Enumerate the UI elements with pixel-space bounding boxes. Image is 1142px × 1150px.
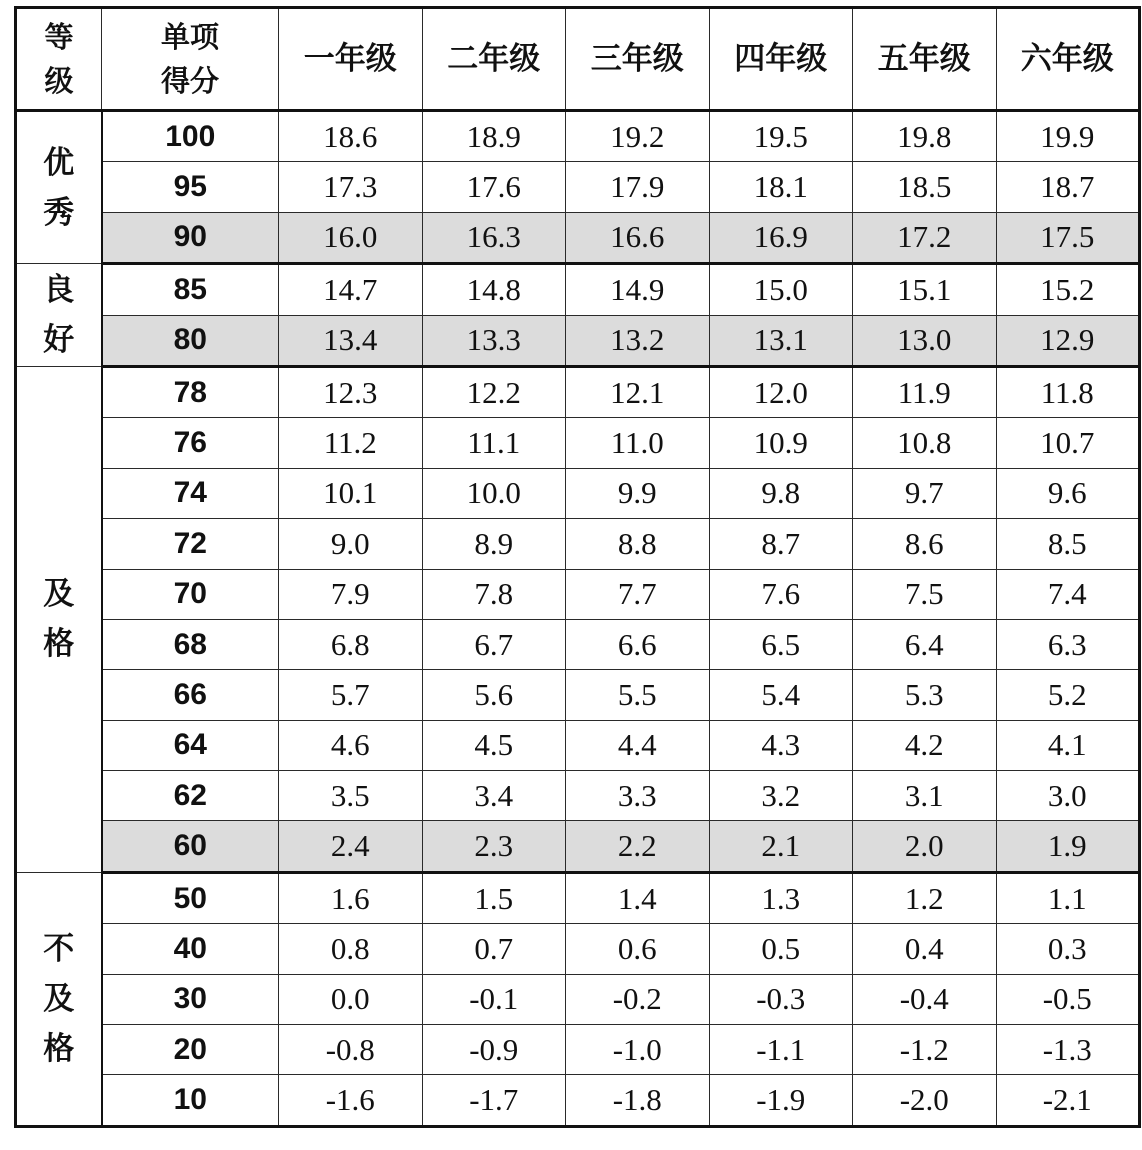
value-cell: -0.8	[279, 1025, 423, 1075]
value-cell: 4.6	[279, 720, 423, 770]
score-cell: 95	[102, 162, 279, 212]
value-cell: 12.2	[422, 366, 566, 417]
grade-label: 不及格	[43, 930, 75, 1067]
value-cell: 0.0	[279, 974, 423, 1024]
value-cell: 11.8	[996, 366, 1140, 417]
value-cell: 5.7	[279, 670, 423, 720]
value-cell: 2.3	[422, 821, 566, 872]
value-cell: 18.7	[996, 162, 1140, 212]
value-cell: 13.2	[566, 315, 710, 366]
score-cell: 90	[102, 212, 279, 263]
value-cell: 1.2	[853, 872, 997, 923]
value-cell: 16.3	[422, 212, 566, 263]
table-row	[16, 771, 1140, 821]
value-cell: 0.4	[853, 924, 997, 974]
table-row	[16, 468, 1140, 518]
value-cell: 5.5	[566, 670, 710, 720]
value-cell: 2.4	[279, 821, 423, 872]
value-cell: 1.4	[566, 872, 710, 923]
value-cell: -1.7	[422, 1075, 566, 1126]
value-cell: 10.7	[996, 418, 1140, 468]
value-cell: 0.6	[566, 924, 710, 974]
table-row	[16, 111, 1140, 162]
value-cell: 0.5	[709, 924, 853, 974]
value-cell: 2.0	[853, 821, 997, 872]
value-cell: 13.0	[853, 315, 997, 366]
value-cell: 4.3	[709, 720, 853, 770]
value-cell: -1.2	[853, 1025, 997, 1075]
value-cell: 3.4	[422, 771, 566, 821]
value-cell: 15.0	[709, 264, 853, 315]
value-cell: 2.2	[566, 821, 710, 872]
value-cell: 17.6	[422, 162, 566, 212]
value-cell: -0.4	[853, 974, 997, 1024]
score-cell: 60	[102, 821, 279, 872]
table-row	[16, 670, 1140, 720]
value-cell: 16.6	[566, 212, 710, 263]
header-grade-6: 六年级	[996, 8, 1140, 111]
value-cell: -1.6	[279, 1075, 423, 1126]
value-cell: 1.6	[279, 872, 423, 923]
header-row	[16, 8, 1140, 111]
value-cell: 1.9	[996, 821, 1140, 872]
value-cell: 4.2	[853, 720, 997, 770]
value-cell: 5.4	[709, 670, 853, 720]
table-body	[16, 111, 1140, 1127]
score-cell: 78	[102, 366, 279, 417]
value-cell: 17.5	[996, 212, 1140, 263]
value-cell: 6.7	[422, 619, 566, 669]
score-cell: 66	[102, 670, 279, 720]
table-row	[16, 1025, 1140, 1075]
score-cell: 72	[102, 519, 279, 569]
value-cell: 17.3	[279, 162, 423, 212]
score-cell: 20	[102, 1025, 279, 1075]
score-cell: 64	[102, 720, 279, 770]
score-cell: 40	[102, 924, 279, 974]
value-cell: 8.5	[996, 519, 1140, 569]
score-cell: 100	[102, 111, 279, 162]
value-cell: 11.0	[566, 418, 710, 468]
value-cell: -0.3	[709, 974, 853, 1024]
value-cell: 8.7	[709, 519, 853, 569]
value-cell: 2.1	[709, 821, 853, 872]
value-cell: -0.9	[422, 1025, 566, 1075]
value-cell: 11.2	[279, 418, 423, 468]
value-cell: 0.7	[422, 924, 566, 974]
value-cell: 8.8	[566, 519, 710, 569]
value-cell: 18.6	[279, 111, 423, 162]
value-cell: 6.6	[566, 619, 710, 669]
value-cell: 13.4	[279, 315, 423, 366]
score-table-container	[14, 6, 1138, 1128]
score-cell: 10	[102, 1075, 279, 1126]
value-cell: 19.8	[853, 111, 997, 162]
value-cell: 19.9	[996, 111, 1140, 162]
value-cell: -0.1	[422, 974, 566, 1024]
value-cell: 3.2	[709, 771, 853, 821]
value-cell: 7.4	[996, 569, 1140, 619]
score-cell: 62	[102, 771, 279, 821]
table-row	[16, 569, 1140, 619]
value-cell: 7.6	[709, 569, 853, 619]
table-row	[16, 315, 1140, 366]
table-row	[16, 366, 1140, 417]
grade-cell	[16, 111, 102, 264]
header-grade: 等级	[16, 8, 102, 111]
value-cell: -2.0	[853, 1075, 997, 1126]
table-row	[16, 872, 1140, 923]
value-cell: -1.8	[566, 1075, 710, 1126]
table-row	[16, 212, 1140, 263]
header-grade-2: 二年级	[422, 8, 566, 111]
table-row	[16, 619, 1140, 669]
table-row	[16, 1075, 1140, 1126]
value-cell: 4.5	[422, 720, 566, 770]
score-table	[14, 6, 1141, 1128]
value-cell: -2.1	[996, 1075, 1140, 1126]
table-header	[16, 8, 1140, 111]
value-cell: 18.5	[853, 162, 997, 212]
value-cell: 1.5	[422, 872, 566, 923]
value-cell: 3.0	[996, 771, 1140, 821]
grade-cell	[16, 872, 102, 1126]
value-cell: 12.0	[709, 366, 853, 417]
value-cell: 9.9	[566, 468, 710, 518]
value-cell: 11.9	[853, 366, 997, 417]
value-cell: 1.3	[709, 872, 853, 923]
table-row	[16, 821, 1140, 872]
value-cell: 1.1	[996, 872, 1140, 923]
value-cell: -1.1	[709, 1025, 853, 1075]
value-cell: 0.3	[996, 924, 1140, 974]
table-row	[16, 974, 1140, 1024]
value-cell: 15.1	[853, 264, 997, 315]
header-grade-3: 三年级	[566, 8, 710, 111]
header-grade-1: 一年级	[279, 8, 423, 111]
value-cell: 8.6	[853, 519, 997, 569]
value-cell: -1.3	[996, 1025, 1140, 1075]
table-row	[16, 418, 1140, 468]
value-cell: -0.2	[566, 974, 710, 1024]
value-cell: 19.2	[566, 111, 710, 162]
value-cell: 13.3	[422, 315, 566, 366]
score-cell: 30	[102, 974, 279, 1024]
value-cell: 12.3	[279, 366, 423, 417]
value-cell: -0.5	[996, 974, 1140, 1024]
score-cell: 68	[102, 619, 279, 669]
value-cell: 7.5	[853, 569, 997, 619]
value-cell: 3.5	[279, 771, 423, 821]
value-cell: 9.7	[853, 468, 997, 518]
value-cell: 14.8	[422, 264, 566, 315]
value-cell: 6.8	[279, 619, 423, 669]
value-cell: 7.8	[422, 569, 566, 619]
value-cell: 10.8	[853, 418, 997, 468]
value-cell: 17.2	[853, 212, 997, 263]
score-cell: 70	[102, 569, 279, 619]
header-score: 单项得分	[102, 8, 279, 111]
score-cell: 85	[102, 264, 279, 315]
value-cell: 16.0	[279, 212, 423, 263]
value-cell: 7.9	[279, 569, 423, 619]
value-cell: 4.1	[996, 720, 1140, 770]
grade-label: 良好	[43, 272, 75, 359]
value-cell: 10.0	[422, 468, 566, 518]
table-row	[16, 924, 1140, 974]
value-cell: 13.1	[709, 315, 853, 366]
table-row	[16, 720, 1140, 770]
table-row	[16, 519, 1140, 569]
value-cell: 9.0	[279, 519, 423, 569]
value-cell: -1.9	[709, 1075, 853, 1126]
value-cell: 14.9	[566, 264, 710, 315]
value-cell: 17.9	[566, 162, 710, 212]
value-cell: 7.7	[566, 569, 710, 619]
header-grade-4: 四年级	[709, 8, 853, 111]
grade-label: 及格	[43, 576, 75, 663]
value-cell: 0.8	[279, 924, 423, 974]
value-cell: 6.3	[996, 619, 1140, 669]
header-grade-5: 五年级	[853, 8, 997, 111]
score-cell: 74	[102, 468, 279, 518]
value-cell: 12.9	[996, 315, 1140, 366]
value-cell: 9.6	[996, 468, 1140, 518]
value-cell: 18.1	[709, 162, 853, 212]
score-cell: 76	[102, 418, 279, 468]
value-cell: 16.9	[709, 212, 853, 263]
value-cell: 11.1	[422, 418, 566, 468]
value-cell: 6.5	[709, 619, 853, 669]
value-cell: 15.2	[996, 264, 1140, 315]
value-cell: 10.1	[279, 468, 423, 518]
grade-cell	[16, 366, 102, 872]
value-cell: 19.5	[709, 111, 853, 162]
table-row	[16, 162, 1140, 212]
grade-cell	[16, 264, 102, 367]
value-cell: 6.4	[853, 619, 997, 669]
score-cell: 50	[102, 872, 279, 923]
value-cell: 9.8	[709, 468, 853, 518]
value-cell: 8.9	[422, 519, 566, 569]
value-cell: 5.2	[996, 670, 1140, 720]
table-row	[16, 264, 1140, 315]
value-cell: 4.4	[566, 720, 710, 770]
value-cell: 3.3	[566, 771, 710, 821]
value-cell: 14.7	[279, 264, 423, 315]
value-cell: 18.9	[422, 111, 566, 162]
value-cell: 5.3	[853, 670, 997, 720]
value-cell: 3.1	[853, 771, 997, 821]
value-cell: 10.9	[709, 418, 853, 468]
grade-label: 优秀	[43, 144, 75, 231]
value-cell: 5.6	[422, 670, 566, 720]
value-cell: 12.1	[566, 366, 710, 417]
score-cell: 80	[102, 315, 279, 366]
value-cell: -1.0	[566, 1025, 710, 1075]
